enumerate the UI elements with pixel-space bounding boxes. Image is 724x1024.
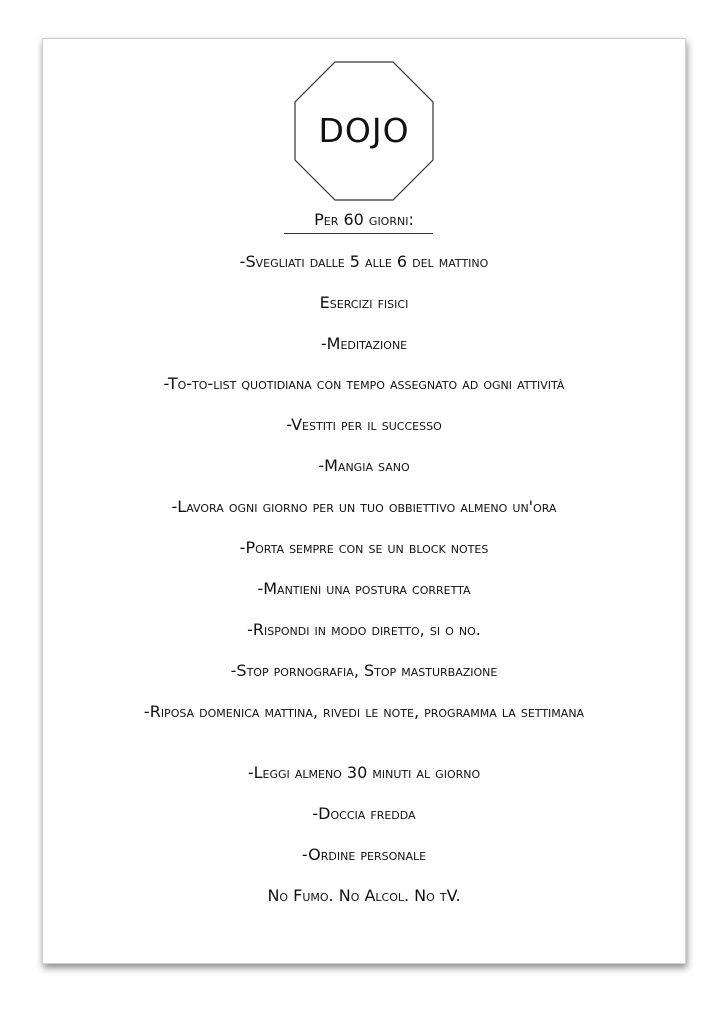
- rule-item: -Doccia fredda: [312, 804, 416, 823]
- rule-item: -Stop pornografia, Stop masturbazione: [230, 661, 498, 680]
- dojo-logo: [294, 61, 434, 201]
- rule-item: -Riposa domenica mattina, rivedi le note, programma la settimana: [143, 702, 585, 721]
- heading-underline: [284, 233, 433, 234]
- rule-item: -Rispondi in modo diretto, si o no.: [247, 620, 481, 639]
- rule-item: -Vestiti per il successo: [286, 415, 442, 434]
- rule-item: -Meditazione: [320, 334, 408, 353]
- rule-item: -Leggi almeno 30 minuti al giorno: [247, 763, 481, 782]
- logo-text: DOJO: [318, 111, 410, 150]
- rule-item: -Mantieni una postura corretta: [257, 579, 471, 598]
- rule-item: Esercizi fisici: [319, 293, 409, 312]
- rule-item: No Fumo. No Alcol. No tV.: [267, 886, 461, 905]
- rule-item: -Porta sempre con se un block notes: [239, 538, 489, 557]
- rule-item: -Ordine personale: [301, 845, 427, 864]
- rule-item: -Svegliati dalle 5 alle 6 del mattino: [239, 252, 489, 271]
- rule-item: -To-to-list quotidiana con tempo assegnato ad ogni attività: [163, 374, 565, 393]
- rule-item: -Mangia sano: [318, 456, 410, 475]
- page-heading: Per 60 giorni:: [314, 210, 414, 229]
- document-page: [42, 38, 686, 964]
- rule-item: -Lavora ogni giorno per un tuo obbiettivo almeno un'ora: [171, 497, 557, 516]
